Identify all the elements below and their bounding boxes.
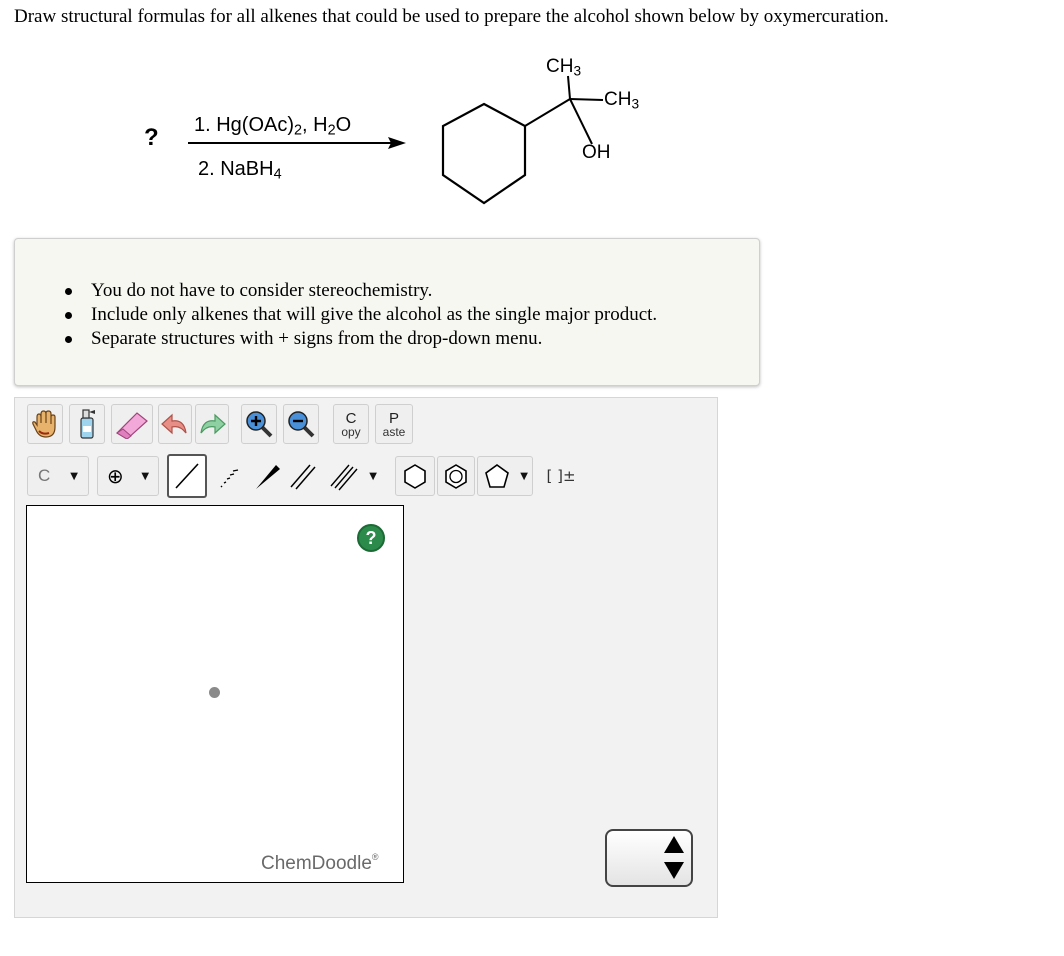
clear-button[interactable] [69,404,105,444]
reagent-step-1: 1. $Hg(OAc)_2$, $H_2O$ [194,114,352,139]
chemdoodle-logo: ChemDoodle® [261,852,379,874]
cyclopentane-icon [482,461,512,491]
hashed-bond-button[interactable] [211,456,249,496]
copy-button-text: opy [341,424,361,439]
double-bond-button[interactable] [285,456,321,496]
bracket-charge-button[interactable] [541,456,581,496]
charge-dropdown[interactable] [97,456,159,496]
reaction-arrow [188,137,406,149]
wedge-bond-button[interactable] [249,456,285,496]
copy-button-letter: C [345,409,357,427]
benzene-button[interactable] [437,456,475,496]
instructions-box [14,238,760,386]
instructions-list [65,279,657,351]
zoom-in-icon [244,409,274,439]
hydroxyl-label: OH [582,142,611,163]
triple-bond-dropdown[interactable] [323,456,383,496]
up-down-arrows-icon [607,831,691,885]
chemdoodle-editor [14,397,718,918]
redo-button[interactable] [195,404,229,444]
cyclohexane-icon [400,461,430,491]
hand-tool-button[interactable] [27,404,63,444]
cursor-dot [209,687,220,698]
cyclohexane-ring [443,104,525,203]
structure-stepper[interactable] [605,829,693,887]
reaction-scheme [0,0,700,230]
charge-icon: ⊕ [106,464,124,488]
drawing-canvas[interactable] [26,505,404,883]
chevron-down-icon: ▼ [70,470,78,482]
reagent-step-2: 2. NaBH$_4$ [198,158,282,183]
question-text: Draw structural formulas for all alkenes that could be used to prepare the alcohol shown below by oxymercuration. [14,6,889,27]
eraser-icon [113,409,151,439]
help-button[interactable]: ? [357,524,385,552]
redo-icon [197,409,227,439]
reaction-drawing [0,0,700,230]
zoom-out-icon [286,409,316,439]
instruction-item: You do not have to consider stereochemistry. [65,279,657,303]
undo-button[interactable] [158,404,192,444]
single-bond-button[interactable] [167,454,207,498]
zoom-out-button[interactable] [283,404,319,444]
paste-button[interactable] [375,404,413,444]
hashed-bond-icon [215,461,245,491]
methyl-label-top: $CH_3$ [546,56,582,79]
ring-dropdown[interactable] [477,456,533,496]
double-bond-icon [288,461,318,491]
wedge-bond-icon [252,461,282,491]
single-bond-icon [172,461,202,491]
triple-bond-icon [329,461,359,491]
copy-button[interactable] [333,404,369,444]
instruction-item: Separate structures with + signs from the drop-down menu. [65,327,657,351]
methyl-label-right: $CH_3$ [604,89,640,112]
bracket-icon: [ ]± [546,467,576,485]
atom-label: C [38,466,51,485]
zoom-in-button[interactable] [241,404,277,444]
atom-dropdown[interactable] [27,456,89,496]
paste-button-text: aste [382,424,406,439]
chevron-down-icon: ▼ [369,470,377,482]
undo-icon [160,409,190,439]
eraser-button[interactable] [111,404,153,444]
hand-icon [31,409,59,439]
clear-bottle-icon [75,408,99,440]
unknown-reactant: ? [144,124,159,151]
chevron-down-icon: ▼ [141,470,150,482]
cyclohexane-button[interactable] [395,456,435,496]
chevron-down-icon: ▼ [520,470,528,482]
instruction-item: Include only alkenes that will give the alcohol as the single major product. [65,303,657,327]
paste-button-letter: P [388,409,399,427]
benzene-icon [441,461,471,491]
product-bonds [525,76,603,144]
